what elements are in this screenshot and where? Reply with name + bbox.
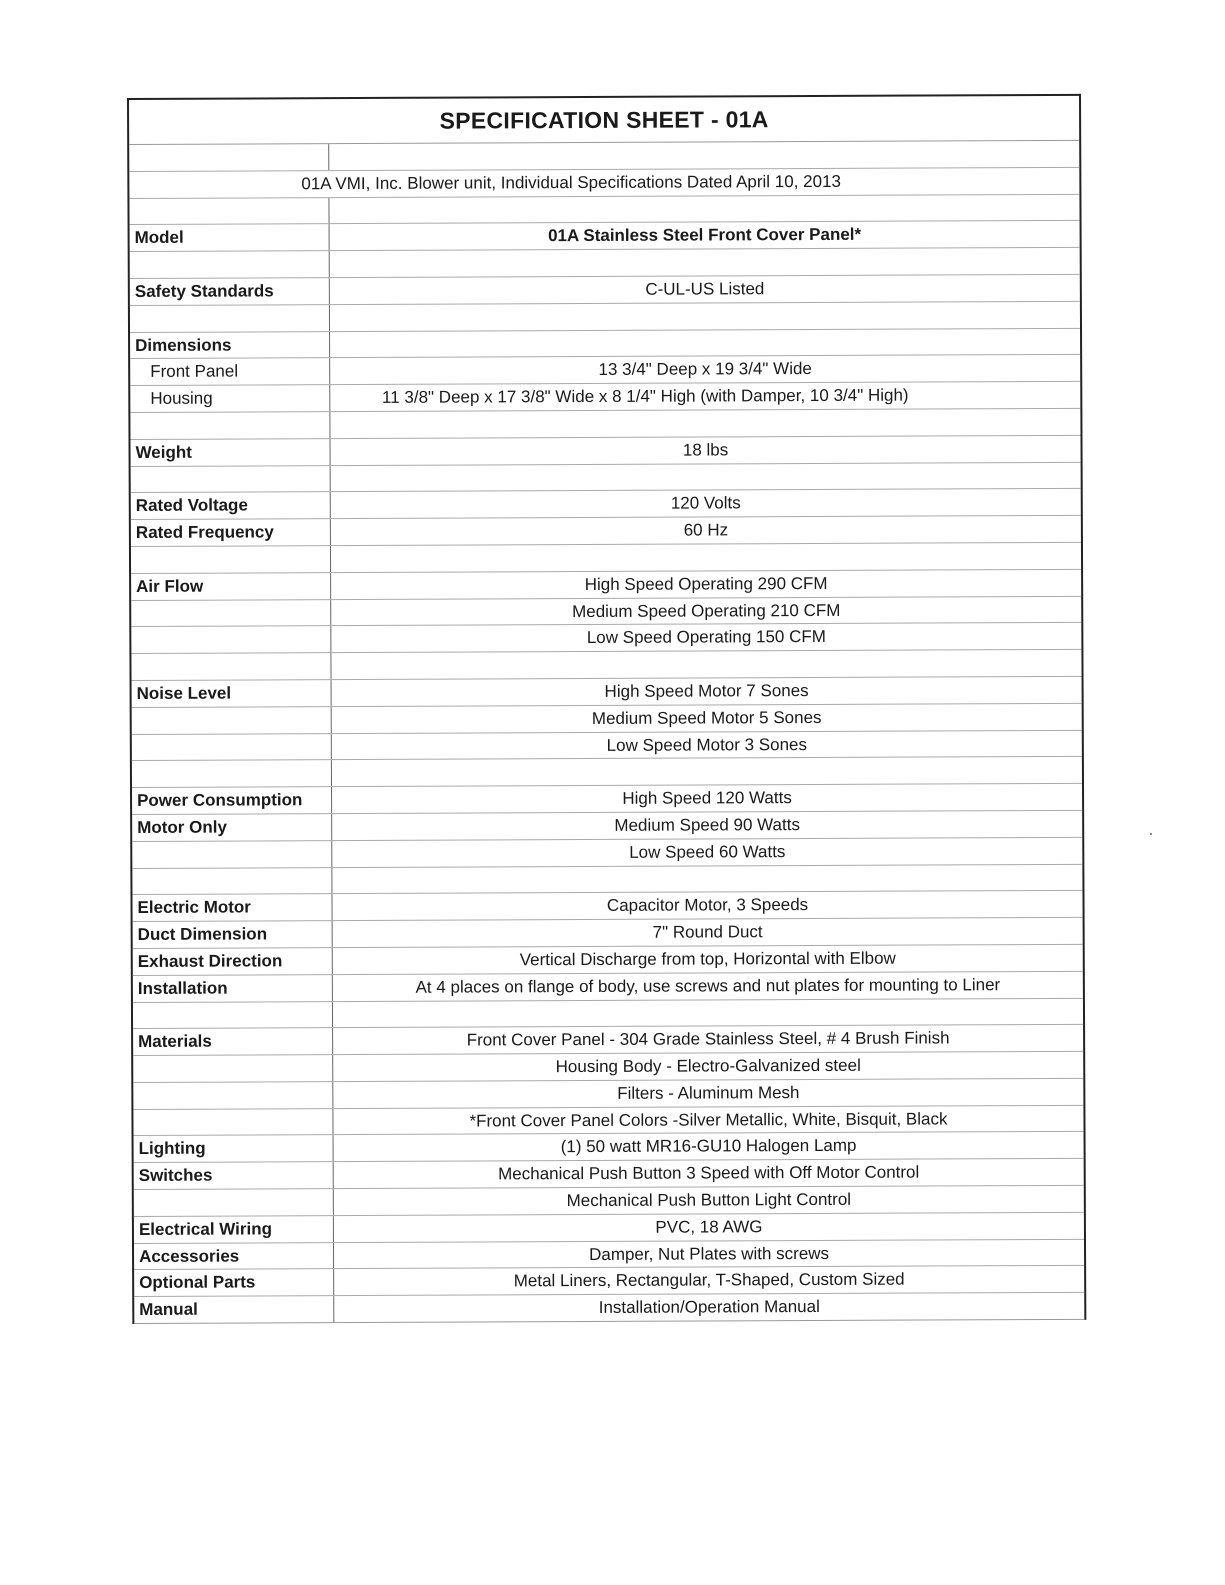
spec-label	[132, 868, 332, 895]
spec-value	[330, 409, 1080, 438]
spec-label	[132, 841, 332, 868]
spec-row	[133, 1079, 1083, 1110]
spec-value: Front Cover Panel - 304 Grade Stainless Steel, # 4 Brush Finish	[466, 1028, 950, 1050]
spec-value: Medium Speed Operating 210 CFM	[572, 600, 841, 621]
spec-label	[131, 626, 331, 653]
spec-value: Mechanical Push Button 3 Speed with Off Motor Control	[498, 1162, 920, 1184]
spec-label: Front Panel	[130, 358, 330, 385]
spec-value: Metal Liners, Rectangular, T-Shaped, Custom Sized	[513, 1270, 905, 1291]
spec-row	[132, 811, 1082, 842]
spec-label	[130, 305, 330, 332]
spec-value: 7" Round Duct	[652, 922, 763, 942]
spec-value: High Speed 120 Watts	[622, 788, 792, 808]
spec-label	[133, 1082, 333, 1109]
sheet-subtitle: 01A VMI, Inc. Blower unit, Individual Specifications Dated April 10, 2013	[301, 171, 842, 194]
spec-row	[130, 436, 1080, 467]
spec-row	[134, 1159, 1084, 1190]
spec-label	[131, 653, 331, 680]
spec-label	[129, 198, 329, 225]
spec-row	[131, 596, 1081, 627]
spec-value	[330, 248, 1080, 277]
spec-row	[134, 1266, 1084, 1297]
spec-label	[131, 466, 331, 493]
spec-row	[133, 918, 1083, 949]
spec-row	[134, 1240, 1084, 1271]
spec-row	[132, 704, 1082, 735]
spec-value: At 4 places on flange of body, use screws and nut plates for mounting to Liner	[415, 974, 1001, 997]
spec-label	[132, 760, 332, 787]
spec-value: Capacitor Motor, 3 Speeds	[606, 895, 809, 916]
spec-row	[131, 623, 1081, 654]
spec-row	[130, 221, 1080, 252]
spec-row	[131, 650, 1081, 681]
spec-row	[130, 275, 1080, 306]
spec-label: Safety Standards	[130, 278, 330, 305]
spec-label: Installation	[133, 975, 333, 1002]
spec-value	[329, 194, 1079, 223]
spec-label: Lighting	[134, 1136, 334, 1163]
spec-value	[330, 302, 1080, 331]
subtitle-row	[129, 168, 1079, 199]
spec-value: Medium Speed Motor 5 Sones	[591, 707, 822, 728]
spec-label: Power Consumption	[132, 787, 332, 814]
spec-label: Manual	[134, 1296, 334, 1323]
spec-label	[133, 1109, 333, 1136]
spec-value: Filters - Aluminum Mesh	[617, 1082, 800, 1103]
spec-value: 11 3/8" Deep x 17 3/8" Wide x 8 1/4" High (with Damper, 10 3/4" High)	[381, 385, 909, 408]
spec-row	[131, 462, 1081, 493]
spec-label: Electric Motor	[132, 894, 332, 921]
spec-row	[132, 784, 1082, 815]
spec-value: *Front Cover Panel Colors -Silver Metallic, White, Bisquit, Black	[469, 1109, 948, 1131]
spec-value: High Speed Operating 290 CFM	[584, 573, 828, 594]
spec-value: 01A Stainless Steel Front Cover Panel*	[548, 225, 862, 246]
spec-row	[130, 355, 1080, 386]
spec-row	[134, 1186, 1084, 1217]
spec-label: Housing	[130, 385, 330, 412]
spec-row	[130, 328, 1080, 359]
spec-sheet-table	[127, 94, 1086, 1324]
spec-row	[129, 194, 1079, 225]
spec-value: Damper, Nut Plates with screws	[589, 1243, 830, 1264]
spec-value: 120 Volts	[670, 493, 741, 513]
spec-row	[132, 891, 1082, 922]
spec-row	[130, 248, 1080, 279]
spec-row	[134, 1132, 1084, 1163]
spec-label: Accessories	[134, 1243, 334, 1270]
spec-value: C-UL-US Listed	[645, 279, 765, 299]
spec-label	[132, 707, 332, 734]
spec-label	[131, 600, 331, 627]
spec-row	[132, 677, 1082, 708]
spec-label: Noise Level	[132, 680, 332, 707]
spec-label	[134, 1189, 334, 1216]
spec-value: 18 lbs	[682, 440, 729, 460]
spec-value: Installation/Operation Manual	[598, 1297, 820, 1318]
spec-value: Vertical Discharge from top, Horizontal with Elbow	[519, 948, 896, 970]
spec-row	[133, 1052, 1083, 1083]
spec-label: Model	[130, 225, 330, 252]
spec-label	[133, 1055, 333, 1082]
spec-label: Duct Dimension	[133, 921, 333, 948]
spec-value: High Speed Motor 7 Sones	[604, 680, 809, 701]
spec-label	[130, 251, 330, 278]
spec-label	[131, 546, 331, 573]
spec-value	[331, 650, 1081, 679]
spec-label: Materials	[133, 1028, 333, 1055]
spec-row	[131, 489, 1081, 520]
spec-value: 13 3/4" Deep x 19 3/4" Wide	[598, 359, 812, 380]
spec-label: Electrical Wiring	[134, 1216, 334, 1243]
spec-value: Medium Speed 90 Watts	[614, 814, 800, 835]
spec-label: Weight	[130, 439, 330, 466]
spacer-row	[129, 141, 1079, 172]
spec-label: Rated Voltage	[131, 492, 331, 519]
spec-label	[133, 1002, 333, 1029]
spec-label	[130, 412, 330, 439]
spec-value	[331, 462, 1081, 491]
spec-label: Rated Frequency	[131, 519, 331, 546]
spec-value: 60 Hz	[683, 520, 729, 540]
spec-value: Mechanical Push Button Light Control	[566, 1189, 852, 1211]
spec-rows	[129, 194, 1084, 1324]
spec-row	[131, 543, 1081, 574]
spec-value	[332, 757, 1082, 786]
spec-row	[133, 1025, 1083, 1056]
spec-value: Low Speed Operating 150 CFM	[586, 627, 826, 648]
spec-label: Dimensions	[130, 332, 330, 359]
spec-row	[132, 864, 1082, 895]
spec-value	[333, 998, 1083, 1027]
spec-value: Low Speed 60 Watts	[629, 841, 786, 862]
spec-row	[132, 838, 1082, 869]
spec-label: Exhaust Direction	[133, 948, 333, 975]
spec-row	[130, 302, 1080, 333]
spec-row	[134, 1293, 1084, 1324]
spec-row	[134, 1213, 1084, 1244]
spec-value: Low Speed Motor 3 Sones	[606, 734, 808, 755]
spec-row	[131, 570, 1081, 601]
spec-label: Motor Only	[132, 814, 332, 841]
spec-row	[133, 972, 1083, 1003]
spec-value	[331, 543, 1081, 572]
spec-row	[133, 1106, 1083, 1137]
spec-value: PVC, 18 AWG	[655, 1217, 763, 1237]
spec-row	[131, 516, 1081, 547]
sheet-title: SPECIFICATION SHEET - 01A	[129, 96, 1079, 145]
spec-row	[130, 409, 1080, 440]
spec-label: Switches	[134, 1162, 334, 1189]
spec-value	[330, 328, 1080, 357]
spec-row	[132, 730, 1082, 761]
spec-row	[130, 382, 1080, 413]
spec-label: Optional Parts	[134, 1270, 334, 1297]
spec-row	[133, 945, 1083, 976]
spec-row	[132, 757, 1082, 788]
spec-value	[332, 864, 1082, 893]
spec-value: Housing Body - Electro-Galvanized steel	[555, 1055, 861, 1077]
spec-label: Air Flow	[131, 573, 331, 600]
spec-label	[132, 734, 332, 761]
spec-row	[133, 998, 1083, 1029]
scan-speck	[1150, 833, 1152, 835]
spec-value: (1) 50 watt MR16-GU10 Halogen Lamp	[560, 1136, 857, 1157]
